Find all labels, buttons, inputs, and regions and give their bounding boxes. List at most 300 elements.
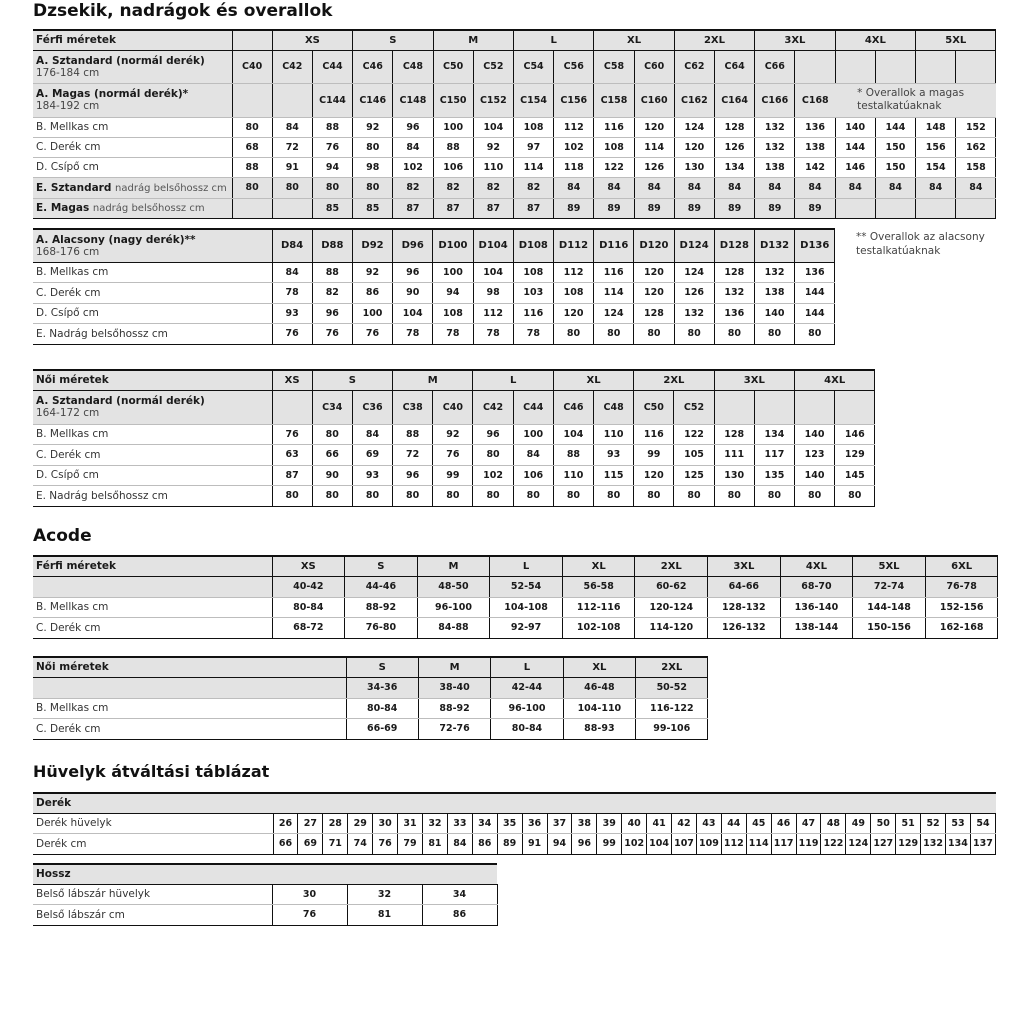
acode-men-table bbox=[33, 555, 998, 639]
size-code: D116 bbox=[594, 229, 634, 262]
empty-cell bbox=[232, 198, 272, 218]
value-cell: 76 bbox=[312, 137, 352, 157]
row-label-text: D. Csípő cm bbox=[36, 469, 99, 482]
empty-cell bbox=[272, 390, 312, 424]
value-cell: 108 bbox=[594, 137, 634, 157]
value-cell: 32 bbox=[422, 813, 447, 834]
row-label bbox=[33, 884, 272, 905]
value-cell: 84 bbox=[594, 177, 634, 198]
size-code: D104 bbox=[473, 229, 513, 262]
value-cell: 116 bbox=[594, 117, 634, 137]
table-row bbox=[33, 283, 835, 304]
value-cell: 87 bbox=[513, 198, 553, 218]
size-code: D132 bbox=[754, 229, 794, 262]
value-cell: 94 bbox=[547, 834, 572, 855]
size-code: D108 bbox=[513, 229, 553, 262]
table-row bbox=[33, 198, 996, 218]
empty-cell bbox=[272, 83, 312, 117]
value-cell: 30 bbox=[373, 813, 398, 834]
row-label-text: A. Sztandard (normál derék) bbox=[36, 395, 205, 407]
empty-cell bbox=[714, 390, 754, 424]
value-cell: 96 bbox=[312, 303, 352, 324]
value-cell: C62 bbox=[674, 50, 714, 83]
value-cell: 50 bbox=[871, 813, 896, 834]
value-cell: C60 bbox=[634, 50, 674, 83]
value-cell: 42 bbox=[672, 813, 697, 834]
value-cell: 92 bbox=[352, 262, 392, 283]
table-header-label: Férfi méretek bbox=[33, 556, 272, 576]
section-title-jackets: Dzsekik, nadrágok és overallok bbox=[33, 1, 333, 21]
row-label bbox=[33, 324, 272, 345]
value-cell: 146 bbox=[835, 157, 875, 177]
value-cell: C46 bbox=[353, 50, 393, 83]
row-label-sub: 164-172 cm bbox=[36, 407, 100, 419]
value-cell: 93 bbox=[272, 303, 312, 324]
value-cell: 80 bbox=[232, 177, 272, 198]
value-cell: C166 bbox=[755, 83, 795, 117]
value-cell: 84 bbox=[956, 177, 996, 198]
value-cell: 135 bbox=[754, 465, 794, 486]
row-label-text: E. Nadrág belsőhossz cm bbox=[36, 489, 168, 502]
value-cell: 130 bbox=[714, 465, 754, 486]
value-cell: 89 bbox=[714, 198, 754, 218]
value-cell: 106 bbox=[513, 465, 553, 486]
table-row bbox=[33, 262, 835, 283]
value-cell: 98 bbox=[473, 283, 513, 304]
empty-cell bbox=[232, 83, 272, 117]
value-cell: 48-50 bbox=[417, 576, 490, 597]
value-cell: 132 bbox=[674, 303, 714, 324]
row-label-text: E. Sztandard bbox=[36, 181, 112, 194]
value-cell: 92 bbox=[473, 137, 513, 157]
value-cell: 72-76 bbox=[418, 719, 490, 740]
value-cell: 76-78 bbox=[925, 576, 998, 597]
size-header: XL bbox=[563, 657, 635, 677]
value-cell: 80 bbox=[795, 324, 835, 345]
value-cell: 76 bbox=[272, 324, 312, 345]
value-cell: 88 bbox=[232, 157, 272, 177]
value-cell: 34 bbox=[422, 884, 497, 905]
value-cell: C160 bbox=[634, 83, 674, 117]
empty-cell bbox=[835, 50, 875, 83]
size-header: XS bbox=[272, 370, 312, 390]
value-cell: 84 bbox=[835, 177, 875, 198]
value-cell: 78 bbox=[272, 283, 312, 304]
value-cell: 104-108 bbox=[490, 597, 563, 618]
size-code: D120 bbox=[634, 229, 674, 262]
table-row bbox=[33, 465, 875, 486]
value-cell: 37 bbox=[547, 813, 572, 834]
short-overall-note: ** Overallok az alacsony testalkatúaknak bbox=[856, 231, 985, 257]
value-cell: 96-100 bbox=[417, 597, 490, 618]
value-cell: 68-72 bbox=[272, 618, 345, 639]
value-cell: 100 bbox=[433, 117, 473, 137]
header-blank bbox=[232, 30, 272, 50]
value-cell: 128 bbox=[714, 262, 754, 283]
table-header-label bbox=[33, 229, 272, 262]
value-cell: 76 bbox=[272, 424, 312, 445]
value-cell: 35 bbox=[497, 813, 522, 834]
size-code: D84 bbox=[272, 229, 312, 262]
value-cell: 84 bbox=[393, 137, 433, 157]
size-header: 5XL bbox=[853, 556, 926, 576]
value-cell: 32 bbox=[347, 884, 422, 905]
value-cell: 31 bbox=[398, 813, 423, 834]
row-label-sub: 168-176 cm bbox=[36, 245, 100, 258]
row-label bbox=[33, 813, 273, 834]
row-label bbox=[33, 177, 232, 198]
value-cell: 86 bbox=[422, 905, 497, 926]
value-cell: 42-44 bbox=[491, 677, 563, 698]
value-cell: 88-93 bbox=[563, 719, 635, 740]
value-cell: C52 bbox=[473, 50, 513, 83]
row-label bbox=[33, 905, 272, 926]
value-cell: 69 bbox=[298, 834, 323, 855]
value-cell: 84 bbox=[674, 177, 714, 198]
value-cell: 124 bbox=[674, 117, 714, 137]
value-cell: C54 bbox=[513, 50, 553, 83]
value-cell: C158 bbox=[594, 83, 634, 117]
value-cell: 92-97 bbox=[490, 618, 563, 639]
size-code: D96 bbox=[393, 229, 433, 262]
row-label-text: B. Mellkas cm bbox=[36, 428, 109, 441]
value-cell: 80 bbox=[312, 424, 352, 445]
table-header-label: Női méretek bbox=[33, 370, 272, 390]
value-cell: 80 bbox=[352, 486, 392, 507]
men-size-table bbox=[33, 29, 996, 219]
value-cell: 82 bbox=[312, 283, 352, 304]
value-cell: 40-42 bbox=[272, 576, 345, 597]
value-cell: 80 bbox=[312, 486, 352, 507]
value-cell: 36 bbox=[522, 813, 547, 834]
size-header: L bbox=[490, 556, 563, 576]
row-label bbox=[33, 283, 272, 304]
value-cell: 93 bbox=[594, 445, 634, 466]
value-cell: 108 bbox=[433, 303, 473, 324]
value-cell: 138 bbox=[754, 283, 794, 304]
value-cell: 63 bbox=[272, 445, 312, 466]
value-cell: 136-140 bbox=[780, 597, 853, 618]
value-cell: 104 bbox=[473, 262, 513, 283]
value-cell: 80 bbox=[553, 486, 593, 507]
value-cell: 126 bbox=[714, 137, 754, 157]
value-cell: 148 bbox=[916, 117, 956, 137]
value-cell: 152 bbox=[956, 117, 996, 137]
value-cell: 124 bbox=[674, 262, 714, 283]
value-cell: 108 bbox=[513, 117, 553, 137]
value-cell: 99-106 bbox=[636, 719, 708, 740]
value-cell: 88 bbox=[312, 117, 352, 137]
value-cell: 46-48 bbox=[563, 677, 635, 698]
value-cell: 104 bbox=[553, 424, 593, 445]
size-header: XL bbox=[594, 30, 674, 50]
value-cell: 142 bbox=[795, 157, 835, 177]
value-cell: 158 bbox=[956, 157, 996, 177]
value-cell: 80 bbox=[312, 177, 352, 198]
value-cell: 27 bbox=[298, 813, 323, 834]
value-cell: 80 bbox=[353, 177, 393, 198]
value-cell: 82 bbox=[473, 177, 513, 198]
value-cell: 28 bbox=[323, 813, 348, 834]
value-cell: 72 bbox=[272, 137, 312, 157]
value-cell: 34-36 bbox=[346, 677, 418, 698]
women-size-table bbox=[33, 369, 875, 507]
row-label-text: E. Magas bbox=[36, 202, 90, 214]
value-cell: 76 bbox=[352, 324, 392, 345]
eu-size-row bbox=[33, 677, 708, 698]
value-cell: 26 bbox=[273, 813, 298, 834]
value-cell: 128 bbox=[714, 424, 754, 445]
value-cell: 106 bbox=[433, 157, 473, 177]
size-header: M bbox=[393, 370, 473, 390]
value-cell: 108 bbox=[553, 283, 593, 304]
value-cell: 132 bbox=[754, 262, 794, 283]
value-cell: 48 bbox=[821, 813, 846, 834]
value-cell: 128-132 bbox=[708, 597, 781, 618]
value-cell: 150-156 bbox=[853, 618, 926, 639]
table-row bbox=[33, 905, 497, 926]
table-header-label: Derék bbox=[33, 793, 996, 813]
value-cell: 82 bbox=[433, 177, 473, 198]
value-cell: 76 bbox=[373, 834, 398, 855]
value-cell: 100 bbox=[433, 262, 473, 283]
row-label-sub: nadrág belsőhossz cm bbox=[92, 203, 205, 214]
value-cell: 138 bbox=[755, 157, 795, 177]
value-cell: 80 bbox=[714, 324, 754, 345]
value-cell: 145 bbox=[835, 465, 875, 486]
value-cell: 80 bbox=[272, 486, 312, 507]
value-cell: 100 bbox=[513, 424, 553, 445]
row-label bbox=[33, 390, 272, 424]
size-header: 2XL bbox=[636, 657, 708, 677]
row-label bbox=[33, 445, 272, 466]
table-row bbox=[33, 303, 835, 324]
value-cell: 114 bbox=[746, 834, 771, 855]
table-row bbox=[33, 424, 875, 445]
value-cell: 66 bbox=[273, 834, 298, 855]
value-cell: 80 bbox=[353, 137, 393, 157]
value-cell: 117 bbox=[771, 834, 796, 855]
acode-women-table bbox=[33, 656, 708, 740]
table-header-label: Hossz bbox=[33, 864, 497, 884]
size-header: L bbox=[473, 370, 553, 390]
value-cell: 114-120 bbox=[635, 618, 708, 639]
row-label-text: C. Derék cm bbox=[36, 286, 101, 299]
value-cell: 88-92 bbox=[345, 597, 418, 618]
row-label bbox=[33, 698, 346, 719]
value-cell: 40 bbox=[622, 813, 647, 834]
size-header: 4XL bbox=[835, 30, 915, 50]
row-label-text: D. Csípő cm bbox=[36, 161, 99, 173]
value-cell: 53 bbox=[946, 813, 971, 834]
value-cell: 43 bbox=[696, 813, 721, 834]
value-cell: 80 bbox=[835, 486, 875, 507]
size-code: D92 bbox=[352, 229, 392, 262]
value-cell: C168 bbox=[795, 83, 835, 117]
value-cell: 128 bbox=[634, 303, 674, 324]
size-code: D128 bbox=[714, 229, 754, 262]
value-cell: 108 bbox=[513, 262, 553, 283]
value-cell: 84 bbox=[352, 424, 392, 445]
value-cell: 89 bbox=[755, 198, 795, 218]
size-header: 6XL bbox=[925, 556, 998, 576]
value-cell: 126 bbox=[634, 157, 674, 177]
table-row bbox=[33, 445, 875, 466]
value-cell: 136 bbox=[795, 117, 835, 137]
value-cell: 82 bbox=[393, 177, 433, 198]
value-cell: 112 bbox=[473, 303, 513, 324]
value-cell: C146 bbox=[353, 83, 393, 117]
value-cell: 54 bbox=[970, 813, 995, 834]
value-cell: 52-54 bbox=[490, 576, 563, 597]
value-cell: 132 bbox=[714, 283, 754, 304]
value-cell: 162 bbox=[956, 137, 996, 157]
row-label-sub: nadrág belsőhossz cm bbox=[115, 182, 227, 194]
value-cell: 124 bbox=[594, 303, 634, 324]
size-header: M bbox=[433, 30, 513, 50]
value-cell: 120 bbox=[634, 283, 674, 304]
value-cell: C36 bbox=[352, 390, 392, 424]
value-cell: 46 bbox=[771, 813, 796, 834]
value-cell: C64 bbox=[714, 50, 754, 83]
value-cell: 88-92 bbox=[418, 698, 490, 719]
value-cell: 104 bbox=[393, 303, 433, 324]
value-cell: 52 bbox=[921, 813, 946, 834]
size-header: M bbox=[418, 657, 490, 677]
value-cell: 87 bbox=[393, 198, 433, 218]
value-cell: 134 bbox=[754, 424, 794, 445]
value-cell: 87 bbox=[272, 465, 312, 486]
value-cell: 162-168 bbox=[925, 618, 998, 639]
value-cell: 80 bbox=[674, 324, 714, 345]
size-header: M bbox=[417, 556, 490, 576]
value-cell: 91 bbox=[272, 157, 312, 177]
size-header: S bbox=[346, 657, 418, 677]
table-header-label: Férfi méretek bbox=[33, 30, 232, 50]
value-cell: 115 bbox=[594, 465, 634, 486]
value-cell: C40 bbox=[232, 50, 272, 83]
row-label bbox=[33, 618, 272, 639]
value-cell: 87 bbox=[433, 198, 473, 218]
value-cell: 78 bbox=[393, 324, 433, 345]
row-label bbox=[33, 465, 272, 486]
value-cell: 134 bbox=[946, 834, 971, 855]
value-cell: 44-46 bbox=[345, 576, 418, 597]
value-cell: 84 bbox=[447, 834, 472, 855]
table-row bbox=[33, 597, 998, 618]
table-row bbox=[33, 813, 996, 834]
value-cell: 88 bbox=[433, 137, 473, 157]
row-label bbox=[33, 83, 232, 117]
value-cell: C150 bbox=[433, 83, 473, 117]
value-cell: 81 bbox=[422, 834, 447, 855]
value-cell: 112-116 bbox=[562, 597, 635, 618]
row-label-text: E. Nadrág belsőhossz cm bbox=[36, 327, 168, 340]
value-cell: 96 bbox=[473, 424, 513, 445]
value-cell: 51 bbox=[896, 813, 921, 834]
value-cell: 90 bbox=[393, 283, 433, 304]
row-label bbox=[33, 486, 272, 507]
row-label-text: A. Magas (normál derék)* bbox=[36, 88, 189, 100]
table-row bbox=[33, 324, 835, 345]
value-cell: 150 bbox=[875, 157, 915, 177]
row-label-text: C. Derék cm bbox=[36, 448, 101, 461]
table-row bbox=[33, 157, 996, 177]
value-cell: C164 bbox=[714, 83, 754, 117]
value-cell: 111 bbox=[714, 445, 754, 466]
value-cell: 127 bbox=[871, 834, 896, 855]
value-cell: 80 bbox=[754, 486, 794, 507]
size-header: 2XL bbox=[635, 556, 708, 576]
table-row bbox=[33, 884, 497, 905]
value-cell: 122 bbox=[674, 424, 714, 445]
value-cell: 129 bbox=[835, 445, 875, 466]
value-cell: C148 bbox=[393, 83, 433, 117]
value-cell: 84 bbox=[755, 177, 795, 198]
empty-cell bbox=[795, 390, 835, 424]
value-cell: C42 bbox=[272, 50, 312, 83]
value-cell: 56-58 bbox=[562, 576, 635, 597]
table-row bbox=[33, 117, 996, 137]
value-cell: 104 bbox=[647, 834, 672, 855]
value-cell: 118 bbox=[554, 157, 594, 177]
row-label-text: A. Alacsony (nagy derék)** bbox=[36, 233, 196, 246]
value-cell: 124 bbox=[846, 834, 871, 855]
value-cell: C34 bbox=[312, 390, 352, 424]
row-label-sub: 176-184 cm bbox=[36, 66, 100, 79]
value-cell: 116-122 bbox=[636, 698, 708, 719]
value-cell: 134 bbox=[714, 157, 754, 177]
value-cell: 44 bbox=[721, 813, 746, 834]
value-cell: 89 bbox=[795, 198, 835, 218]
value-cell: 60-62 bbox=[635, 576, 708, 597]
value-cell: 137 bbox=[970, 834, 995, 855]
value-cell: 146 bbox=[835, 424, 875, 445]
value-cell: 69 bbox=[352, 445, 392, 466]
value-cell: 84 bbox=[513, 445, 553, 466]
value-cell: 84 bbox=[272, 117, 312, 137]
value-cell: 71 bbox=[323, 834, 348, 855]
value-cell: 138-144 bbox=[780, 618, 853, 639]
length-conversion-table bbox=[33, 863, 498, 926]
value-cell: 80 bbox=[594, 324, 634, 345]
table-row bbox=[33, 719, 708, 740]
value-cell: 84 bbox=[875, 177, 915, 198]
empty-cell bbox=[956, 50, 996, 83]
value-cell: 93 bbox=[352, 465, 392, 486]
size-header: L bbox=[513, 30, 593, 50]
value-cell: 117 bbox=[754, 445, 794, 466]
value-cell: 80 bbox=[634, 486, 674, 507]
value-cell: 86 bbox=[352, 283, 392, 304]
value-cell: 76-80 bbox=[345, 618, 418, 639]
value-cell: 78 bbox=[433, 324, 473, 345]
size-header: S bbox=[312, 370, 392, 390]
value-cell: 125 bbox=[674, 465, 714, 486]
value-cell: C56 bbox=[554, 50, 594, 83]
value-cell: 88 bbox=[312, 262, 352, 283]
value-cell: 47 bbox=[796, 813, 821, 834]
value-cell: 88 bbox=[553, 445, 593, 466]
value-cell: 94 bbox=[312, 157, 352, 177]
value-cell: 80 bbox=[634, 324, 674, 345]
table-row bbox=[33, 137, 996, 157]
row-label-text: Derék hüvelyk bbox=[36, 817, 112, 830]
row-label bbox=[33, 157, 232, 177]
value-cell: 81 bbox=[347, 905, 422, 926]
value-cell: 68 bbox=[232, 137, 272, 157]
value-cell: 96 bbox=[572, 834, 597, 855]
